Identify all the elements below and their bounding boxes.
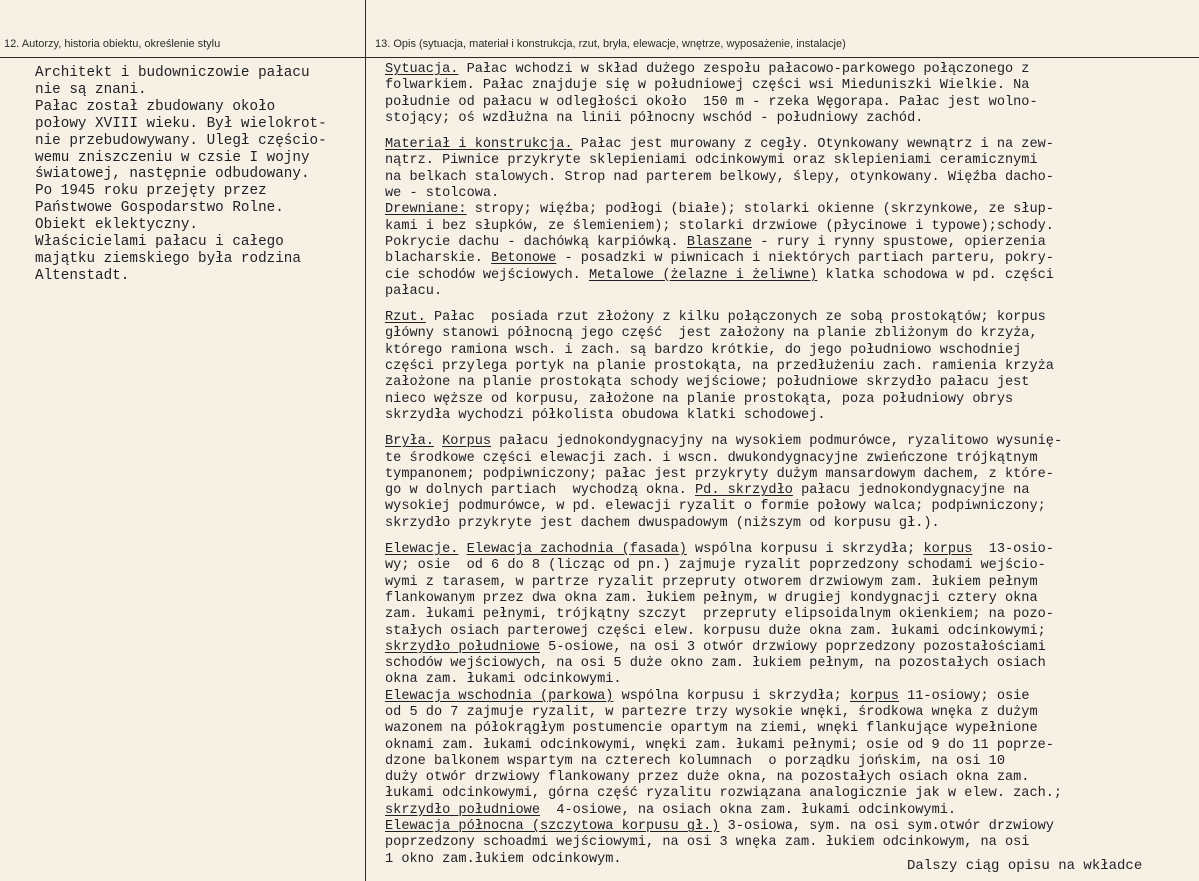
- description-line: [385, 467, 1193, 483]
- description-fragment: główny stanowi północną jego część jest założony na planie zbliżonym do krzyża,: [385, 326, 1038, 342]
- description-line: [385, 542, 1193, 558]
- description-fragment: 5-osiowe, na osi 3 otwór drzwiowy poprzedzony pozostałościami: [540, 639, 1046, 655]
- description-line: [385, 803, 1193, 819]
- description-fragment: Pałac posiada rzut złożony z kilku połączonych ze sobą prostokątów; korpus: [425, 310, 1046, 326]
- section-keyword: Rzut.: [385, 310, 426, 326]
- description-line: [385, 62, 1193, 78]
- field-12-header: 12. Autorzy, historia obiektu, określenie stylu: [4, 38, 221, 50]
- description-fragment: Pałac jest murowany z cegły. Otynkowany wewnątrz i na zew-: [572, 137, 1054, 153]
- description-fragment: 4-osiowe, na osiach okna zam. łukami odcinkowymi.: [540, 802, 957, 818]
- section-keyword: Betonowe: [491, 251, 557, 267]
- description-line: [385, 434, 1193, 450]
- section-keyword: Pd. skrzydło: [695, 483, 793, 499]
- description-fragment: - rury i rynny spustowe, opierzenia: [752, 234, 1046, 250]
- section-keyword: Blaszane: [686, 234, 753, 250]
- description-fragment: duży otwór drzwiowy flankowany przez duże okna, na pozostałych osiach okna zam.: [385, 770, 1030, 786]
- description-fragment: wazonem na półokrągłym postumencie opartym na ziemi, wnęki flankujące wypełnione: [385, 721, 1038, 737]
- description-fragment: oknami zam. łukami odcinkowymi, wnęki zam. łukami pełnymi; osie od 9 do 11 poprze-: [385, 737, 1054, 753]
- history-line: Architekt i budowniczowie pałacu: [35, 65, 310, 81]
- header-divider: [0, 57, 1199, 58]
- description-section: [385, 434, 1193, 532]
- section-keyword: Elewacje.: [385, 542, 459, 558]
- history-line: Obiekt eklektyczny.: [35, 217, 199, 234]
- history-line: nie przebudowywany. Uległ częścio-: [35, 132, 327, 149]
- description-line: [385, 786, 1193, 802]
- description-line: [385, 721, 1193, 737]
- description-line: [385, 326, 1193, 342]
- description-line: [385, 835, 1193, 851]
- history-line: nie są znani.: [35, 81, 147, 98]
- description-line: [385, 499, 1193, 515]
- description-section: [385, 542, 1193, 868]
- description-section: [385, 137, 1193, 300]
- description-fragment: wy; osie od 6 do 8 (licząc od pn.) zajmuje ryzalit poprzedzony schodami wejścio-: [385, 558, 1046, 574]
- section-keyword: skrzydło południowe: [385, 639, 540, 655]
- description-line: [385, 575, 1193, 591]
- description-line: [385, 78, 1193, 94]
- description-fragment: te środkowe części elewacji zach. i wscn. dwukondygnacyjne zwieńczone trójkątnym: [385, 450, 1038, 466]
- description-fragment: pałacu jednokondygnacyjne na: [792, 483, 1030, 499]
- section-keyword: Bryła.: [385, 434, 434, 450]
- description-line: [385, 219, 1193, 235]
- description-line: [385, 310, 1193, 326]
- description-fragment: we - stolcowa.: [385, 186, 500, 202]
- description-fragment: cie schodów wejściowych.: [385, 267, 589, 283]
- description-line: [385, 170, 1193, 186]
- description-line: [385, 738, 1193, 754]
- description-line: [385, 284, 1193, 300]
- section-keyword: korpus: [923, 542, 973, 558]
- history-line: Altenstadt.: [35, 267, 130, 284]
- description-line: [385, 754, 1193, 770]
- history-line: majątku ziemskiego była rodzina: [35, 250, 301, 267]
- description-line: [385, 392, 1193, 408]
- description-fragment: południe od pałacu w odległości około 150 m - rzeka Węgorapa. Pałac jest wolno-: [385, 94, 1038, 110]
- description-fragment: skrzydło przykryte jest dachem dwuspadowym (niższym od korpusu gł.).: [385, 515, 940, 531]
- section-keyword: skrzydło południowe: [385, 802, 540, 818]
- description-line: [385, 672, 1193, 688]
- description-fragment: klatka schodowa w pd. części: [817, 267, 1054, 283]
- description-line: [385, 656, 1193, 672]
- description-line: [385, 153, 1193, 169]
- description-line: [385, 689, 1193, 705]
- description-section: [385, 62, 1193, 127]
- description-line: [385, 268, 1193, 284]
- description-fragment: części przylega portyk na planie prostokąta, na przedłużeniu zach. ramienia krzyża: [385, 359, 1054, 375]
- section-keyword: Elewacja wschodnia (parkowa): [385, 688, 614, 704]
- description-line: [385, 770, 1193, 786]
- continuation-note: Dalszy ciąg opisu na wkładce: [907, 858, 1143, 874]
- section-keyword: Elewacja zachodnia (fasada): [466, 542, 687, 558]
- description-fragment: pałacu jednokondygnacyjny na wysokiem podmurówce, ryzalitowo wysunię-: [491, 434, 1063, 450]
- description-fragment: wspólna korpusu i skrzydła;: [613, 688, 850, 704]
- description-fragment: nątrz. Piwnice przykryte sklepieniami odcinkowymi oraz sklepieniami ceramicznymi: [385, 153, 1038, 169]
- history-line: połowy XVIII wieku. Był wielokrot-: [35, 115, 327, 132]
- description-fragment: stojący; oś wzdłużna na linii północny wschód - południowy zachód.: [385, 110, 924, 126]
- description-fragment: schodów wejściowych, na osi 5 duże okno zam. łukiem pełnym, na pozostałych osiach: [385, 656, 1046, 672]
- description-line: [385, 375, 1193, 391]
- authors-history-text: [35, 65, 365, 285]
- section-keyword: korpus: [850, 688, 899, 704]
- history-line: Po 1945 roku przejęty przez: [35, 183, 267, 200]
- description-line: [385, 251, 1193, 267]
- description-fragment: [458, 542, 466, 557]
- description-fragment: okna zam. łukami odcinkowymi.: [385, 672, 622, 688]
- description-line: [385, 705, 1193, 721]
- description-fragment: Pałac wchodzi w skład dużego zespołu pałacowo-parkowego połączonego z: [458, 62, 1030, 77]
- description-fragment: Pokrycie dachu - dachówką karpiówką.: [385, 234, 687, 250]
- description-line: [385, 235, 1193, 251]
- description-line: [385, 558, 1193, 574]
- description-fragment: wysokiej podmurówce, w pd. elewacji ryzalit o formie połowy walca; podpiwniczony;: [385, 499, 1046, 515]
- description-fragment: którego ramiona wsch. i zach. są bardzo krótkie, do jego południowo wschodniej: [385, 342, 1022, 358]
- description-fragment: [434, 434, 442, 449]
- description-fragment: stropy; więźba; podłogi (białe); stolarki okienne (skrzynkowe, ze słup-: [466, 202, 1054, 218]
- description-fragment: blacharskie.: [385, 251, 492, 267]
- section-keyword: Sytuacja.: [385, 62, 459, 77]
- description-line: [385, 137, 1193, 153]
- history-line: wemu zniszczeniu w czsie I wojny: [35, 149, 310, 166]
- description-line: [385, 95, 1193, 111]
- description-fragment: pałacu.: [385, 283, 443, 299]
- description-line: [385, 408, 1193, 424]
- description-fragment: 11-osiowy; osie: [898, 688, 1030, 704]
- description-fragment: 1 okno zam.łukiem odcinkowym.: [385, 851, 622, 867]
- description-line: [385, 607, 1193, 623]
- history-line: Pałac został zbudowany około: [35, 98, 276, 115]
- section-keyword: Materiał i konstrukcja.: [385, 137, 573, 153]
- description-line: [385, 624, 1193, 640]
- description-fragment: 3-osiowa, sym. na osi sym.otwór drzwiowy: [719, 819, 1054, 835]
- description-section: [385, 310, 1193, 424]
- description-fragment: założone na planie prostokąta schody wejściowe; południowe skrzydło pałacu jest: [385, 375, 1030, 391]
- description-line: [385, 451, 1193, 467]
- history-line: Państwowe Gospodarstwo Rolne.: [35, 200, 284, 217]
- description-line: [385, 111, 1193, 127]
- description-fragment: - posadzki w piwnicach i niektórych partiach parteru, pokry-: [556, 251, 1054, 267]
- section-keyword: Metalowe (żelazne i żeliwne): [588, 267, 818, 283]
- description-fragment: nieco węższe od korpusu, założone na planie prostokąta, poza południowy obrys: [385, 391, 1014, 407]
- description-line: [385, 359, 1193, 375]
- description-fragment: łukami odcinkowymi, górna część ryzalitu rozwiązana analogicznie jak w elew. zach.;: [385, 786, 1063, 802]
- description-fragment: stałych osiach parterowej części elew. korpusu duże okna zam. łukami odcinkowymi;: [385, 623, 1046, 639]
- history-line: światowej, następnie odbudowany.: [35, 166, 310, 183]
- description-line: [385, 819, 1193, 835]
- description-fragment: 13-osio-: [972, 542, 1054, 558]
- description-fragment: skrzydła wychodzi półkolista obudowa klatki schodowej.: [385, 407, 826, 423]
- section-keyword: Korpus: [442, 434, 492, 450]
- description-line: [385, 640, 1193, 656]
- description-fragment: na belkach stalowych. Strop nad parterem belkowy, ślepy, otynkowany. Więźba dacho-: [385, 169, 1054, 185]
- description-fragment: flankowanym przez dwa okna zam. łukiem pełnym, w drugiej kondygnacji cztery okna: [385, 590, 1038, 606]
- description-line: [385, 591, 1193, 607]
- description-fragment: wspólna korpusu i skrzydła;: [686, 542, 924, 558]
- description-fragment: poprzedzony schoadmi wejściowymi, na osi 3 wnęka zam. łukiem odcinkowym, na osi: [385, 835, 1030, 851]
- description-fragment: kami i bez słupków, ze ślemieniem); stolarki drzwiowe (płycinowe i typowe);schody.: [385, 218, 1054, 234]
- description-line: [385, 343, 1193, 359]
- description-fragment: tympanonem; podpiwniczony; pałac jest przykryty dużym mansardowym dachem, z które-: [385, 466, 1054, 482]
- description-line: [385, 516, 1193, 532]
- section-keyword: Drewniane:: [385, 202, 467, 218]
- description-fragment: od 5 do 7 zajmuje ryzalit, w partezre trzy wysokie wnęki, środkowa wnęka z dużym: [385, 704, 1038, 720]
- description-line: [385, 202, 1193, 218]
- description-fragment: wymi z tarasem, w partrze ryzalit przepruty otworem drzwiowym zam. łukiem pełnym: [385, 574, 1038, 590]
- field-13-header: 13. Opis (sytuacja, materiał i konstrukcja, rzut, bryła, elewacje, wnętrze, wyposażenie, instalacje): [375, 38, 846, 50]
- column-divider: [365, 0, 366, 881]
- description-text: [385, 62, 1193, 868]
- description-fragment: dzone balkonem wspartym na czterech kolumnach o porządku jońskim, na osi 10: [385, 753, 1005, 769]
- description-line: [385, 483, 1193, 499]
- description-line: [385, 186, 1193, 202]
- history-line: Właścicielami pałacu i całego: [35, 234, 284, 251]
- description-fragment: zam. łukami pełnymi, trójkątny szczyt przepruty elipsoidalnym okienkiem; na pozo-: [385, 607, 1054, 623]
- description-fragment: folwarkiem. Pałac znajduje się w południowej części wsi Mieduniszki Wielkie. Na: [385, 78, 1030, 94]
- description-fragment: go w dolnych partiach wychodzą okna.: [385, 483, 695, 499]
- section-keyword: Elewacja północna (szczytowa korpusu gł.): [385, 819, 720, 835]
